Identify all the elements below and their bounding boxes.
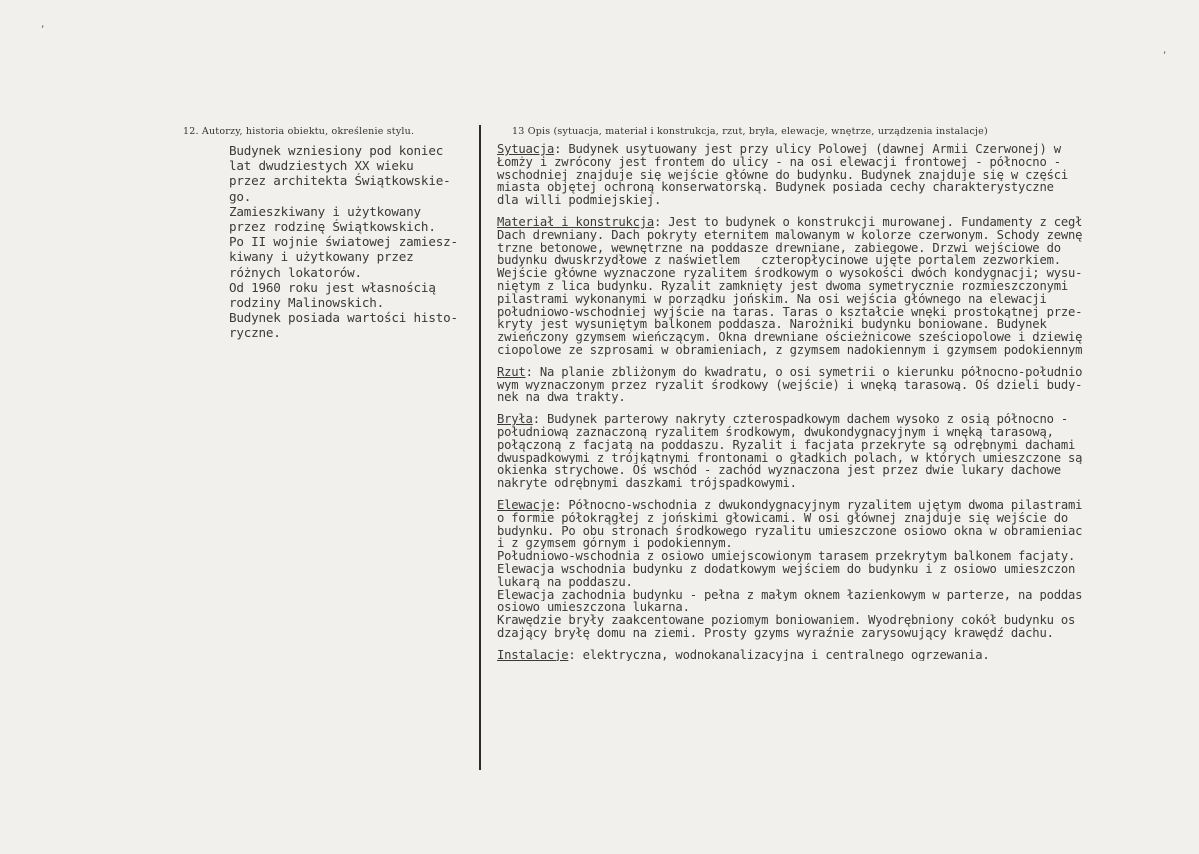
line-text: Elewacja zachodnia budynku - pełna z małym oknem łazienkowym w parterze, na poddas — [497, 588, 1083, 602]
line-text: dla willi podmiejskiej. — [497, 194, 662, 207]
text-line — [497, 216, 1197, 229]
description-section — [497, 413, 1197, 490]
text-line — [497, 426, 1197, 439]
line-text: połączoną z facjatą na poddaszu. Ryzalit i facjata przekryte są odrębnymi dachami — [497, 438, 1076, 452]
text-line — [497, 614, 1197, 627]
line-text: okienka strychowe. Oś wschód - zachód wyznaczona jest przez dwie lukary dachowe — [497, 464, 1061, 478]
text-line — [497, 439, 1197, 452]
text-line — [497, 499, 1197, 512]
section-heading: Rzut — [497, 365, 526, 379]
text-line — [497, 525, 1197, 538]
line-text: Krawędzie bryły zaakcentowane poziomym boniowaniem. Wyodrębniony cokół budynku os — [497, 614, 1076, 627]
line-text: ciopolowe ze szprosami w obramieniach, z gzymsem nadokiennym i gzymsem podokiennym — [497, 343, 1083, 357]
text-line — [497, 318, 1197, 331]
section-heading: Elewacje — [497, 498, 555, 512]
text-line — [497, 366, 1197, 379]
text-line — [497, 156, 1197, 169]
text-line — [497, 280, 1197, 293]
line-text: o formie półokrągłej z jońskimi głowicami. W osi głównej znajduje się wejście do — [497, 511, 1068, 525]
line-text: nakryte odrębnymi daszkami trójspadkowymi. — [497, 477, 797, 490]
text-line — [497, 477, 1197, 490]
section-heading: Instalacje — [497, 648, 569, 662]
line-text: nek na dwa trakty. — [497, 391, 626, 405]
line-text: miasta objętej ochroną konserwatorską. Budynek posiada cechy charakterystyczne — [497, 181, 1054, 195]
line-text: południowo-wschodniej wyjście na taras. Taras o kształcie wnęki prostokątnej prze- — [497, 305, 1083, 319]
section-13-header: 13 Opis (sytuacja, materiał i konstrukcja, rzut, bryła, elewacje, wnętrze, urządzenia instalacje) — [512, 126, 988, 137]
text-line — [497, 512, 1197, 525]
line-text: budynku dwuskrzydłowe z naświetlem czteropłycinowe ujęte portalem zezworkiem. — [497, 254, 1061, 268]
text-line — [497, 143, 1197, 156]
section-12-header: 12. Autorzy, historia obiektu, określenie stylu. — [183, 126, 415, 137]
line-text: : Budynek usytuowany jest przy ulicy Polowej (dawnej Armii Czerwonej) w — [554, 143, 1061, 156]
text-line — [497, 181, 1197, 194]
description-section — [497, 216, 1197, 357]
line-text: Elewacja wschodnia budynku z dodatkowym wejściem do budynku i z osiowo umieszczon — [497, 562, 1076, 576]
text-line — [497, 452, 1197, 465]
text-line — [497, 563, 1197, 576]
section-heading: Materiał i konstrukcja — [497, 215, 655, 229]
text-line — [497, 379, 1197, 392]
line-text: zwieńczony gzymsem wieńczącym. Okna drewniane ościeżnicowe sześciopolowe i dziewię — [497, 331, 1083, 344]
text-line — [497, 550, 1197, 563]
line-text: : Jest to budynek o konstrukcji murowanej. Fundamenty z cegł — [654, 215, 1083, 229]
description-section — [497, 366, 1197, 404]
description-text — [497, 143, 1197, 670]
text-line — [497, 464, 1197, 477]
text-line — [497, 254, 1197, 267]
text-line — [497, 344, 1197, 357]
line-text: Wejście główne wyznaczone ryzalitem środkowym o wysokości dwóch kondygnacji; wysu- — [497, 267, 1083, 280]
text-line — [497, 576, 1197, 589]
line-text: : Na planie zbliżonym do kwadratu, o osi symetrii o kierunku północno-południo — [525, 365, 1083, 379]
text-line — [497, 194, 1197, 207]
text-line — [497, 537, 1197, 550]
text-line — [497, 589, 1197, 602]
text-line — [497, 229, 1197, 242]
line-text: dzający bryłę domu na ziemi. Prosty gzyms wyraźnie zarysowujący krawędź dachu. — [497, 626, 1054, 640]
line-text: trzne betonowe, wewnętrzne na poddasze drewniane, zabiegowe. Drzwi wejściowe do — [497, 241, 1061, 255]
text-line — [497, 169, 1197, 182]
corner-mark: , — [40, 20, 46, 30]
line-text: pilastrami wykonanymi w porządku jońskim. Na osi wejścia głównego na elewacji — [497, 292, 1047, 306]
line-text: Łomży i zwrócony jest frontem do ulicy - na osi elewacji frontowej - północno - — [497, 155, 1061, 169]
description-section — [497, 499, 1197, 640]
line-text: : elektryczna, wodnokanalizacyjna i centralnego ogrzewania. — [568, 648, 990, 662]
description-section — [497, 649, 1197, 662]
line-text: : Północno-wschodnia z dwukondygnacyjnym ryzalitem ujętym dwoma pilastrami — [554, 498, 1083, 512]
line-text: osiowo umieszczona lukarna. — [497, 601, 690, 615]
section-heading: Sytuacja — [497, 143, 555, 156]
line-text: i z gzymsem górnym i podokiennym. — [497, 537, 733, 551]
line-text: budynku. Po obu stronach środkowego ryzalitu umieszczone osiowo okna w obramieniac — [497, 524, 1083, 538]
text-line — [497, 413, 1197, 426]
text-line — [497, 391, 1197, 404]
section-heading: Bryła — [497, 413, 533, 426]
line-text: Południowo-wschodnia z osiowo umiejscowionym tarasem przekrytym balkonem facjaty. — [497, 550, 1076, 563]
line-text: wschodniej znajduje się wejście główne do budynku. Budynek znajduje się w części — [497, 168, 1068, 182]
text-line — [497, 293, 1197, 306]
text-line — [497, 267, 1197, 280]
history-text: Budynek wzniesiony pod koniec lat dwudziestych XX wieku przez architekta Świątkowskie- go. Zamieszkiwany i użytkowany przez rodzinę Świątkowskich. Po II wojnie światowej zamiesz- kiwany i użytkowany przez różnych lokatorów. Od 1960 roku jest własnością rodziny Malinowskich. Budynek posiada wartości histo- ryczne. — [229, 143, 458, 341]
description-section — [497, 143, 1197, 207]
line-text: kryty jest wysuniętym balkonem poddasza. Narożniki budynku boniowane. Budynek — [497, 318, 1047, 332]
text-line — [497, 242, 1197, 255]
text-line — [497, 601, 1197, 614]
line-text: Dach drewniany. Dach pokryty eternitem malowanym w kolorze czerwonym. Schody zewnę — [497, 228, 1083, 242]
line-text: lukarą na poddaszu. — [497, 575, 633, 589]
text-line — [497, 649, 1197, 662]
line-text: dwuspadkowymi z trójkątnymi frontonami o gładkich polach, w których umieszczone są — [497, 451, 1083, 465]
line-text: wym wyznaczonym przez ryzalit środkowy (wejście) i wnęką tarasową. Oś dzieli budy- — [497, 378, 1083, 392]
line-text: południową zaznaczoną ryzalitem środkowym, dwukondygnacyjnym i wnęką tarasową, — [497, 425, 1054, 439]
text-line — [497, 331, 1197, 344]
line-text: : Budynek parterowy nakryty czterospadkowym dachem wysoko z osią północno - — [532, 413, 1068, 426]
text-line — [497, 306, 1197, 319]
text-line — [497, 627, 1197, 640]
line-text: niętym z lica budynku. Ryzalit zamknięty jest dwoma symetrycznie rozmieszczonymi — [497, 279, 1068, 293]
corner-mark: , — [1162, 46, 1168, 56]
